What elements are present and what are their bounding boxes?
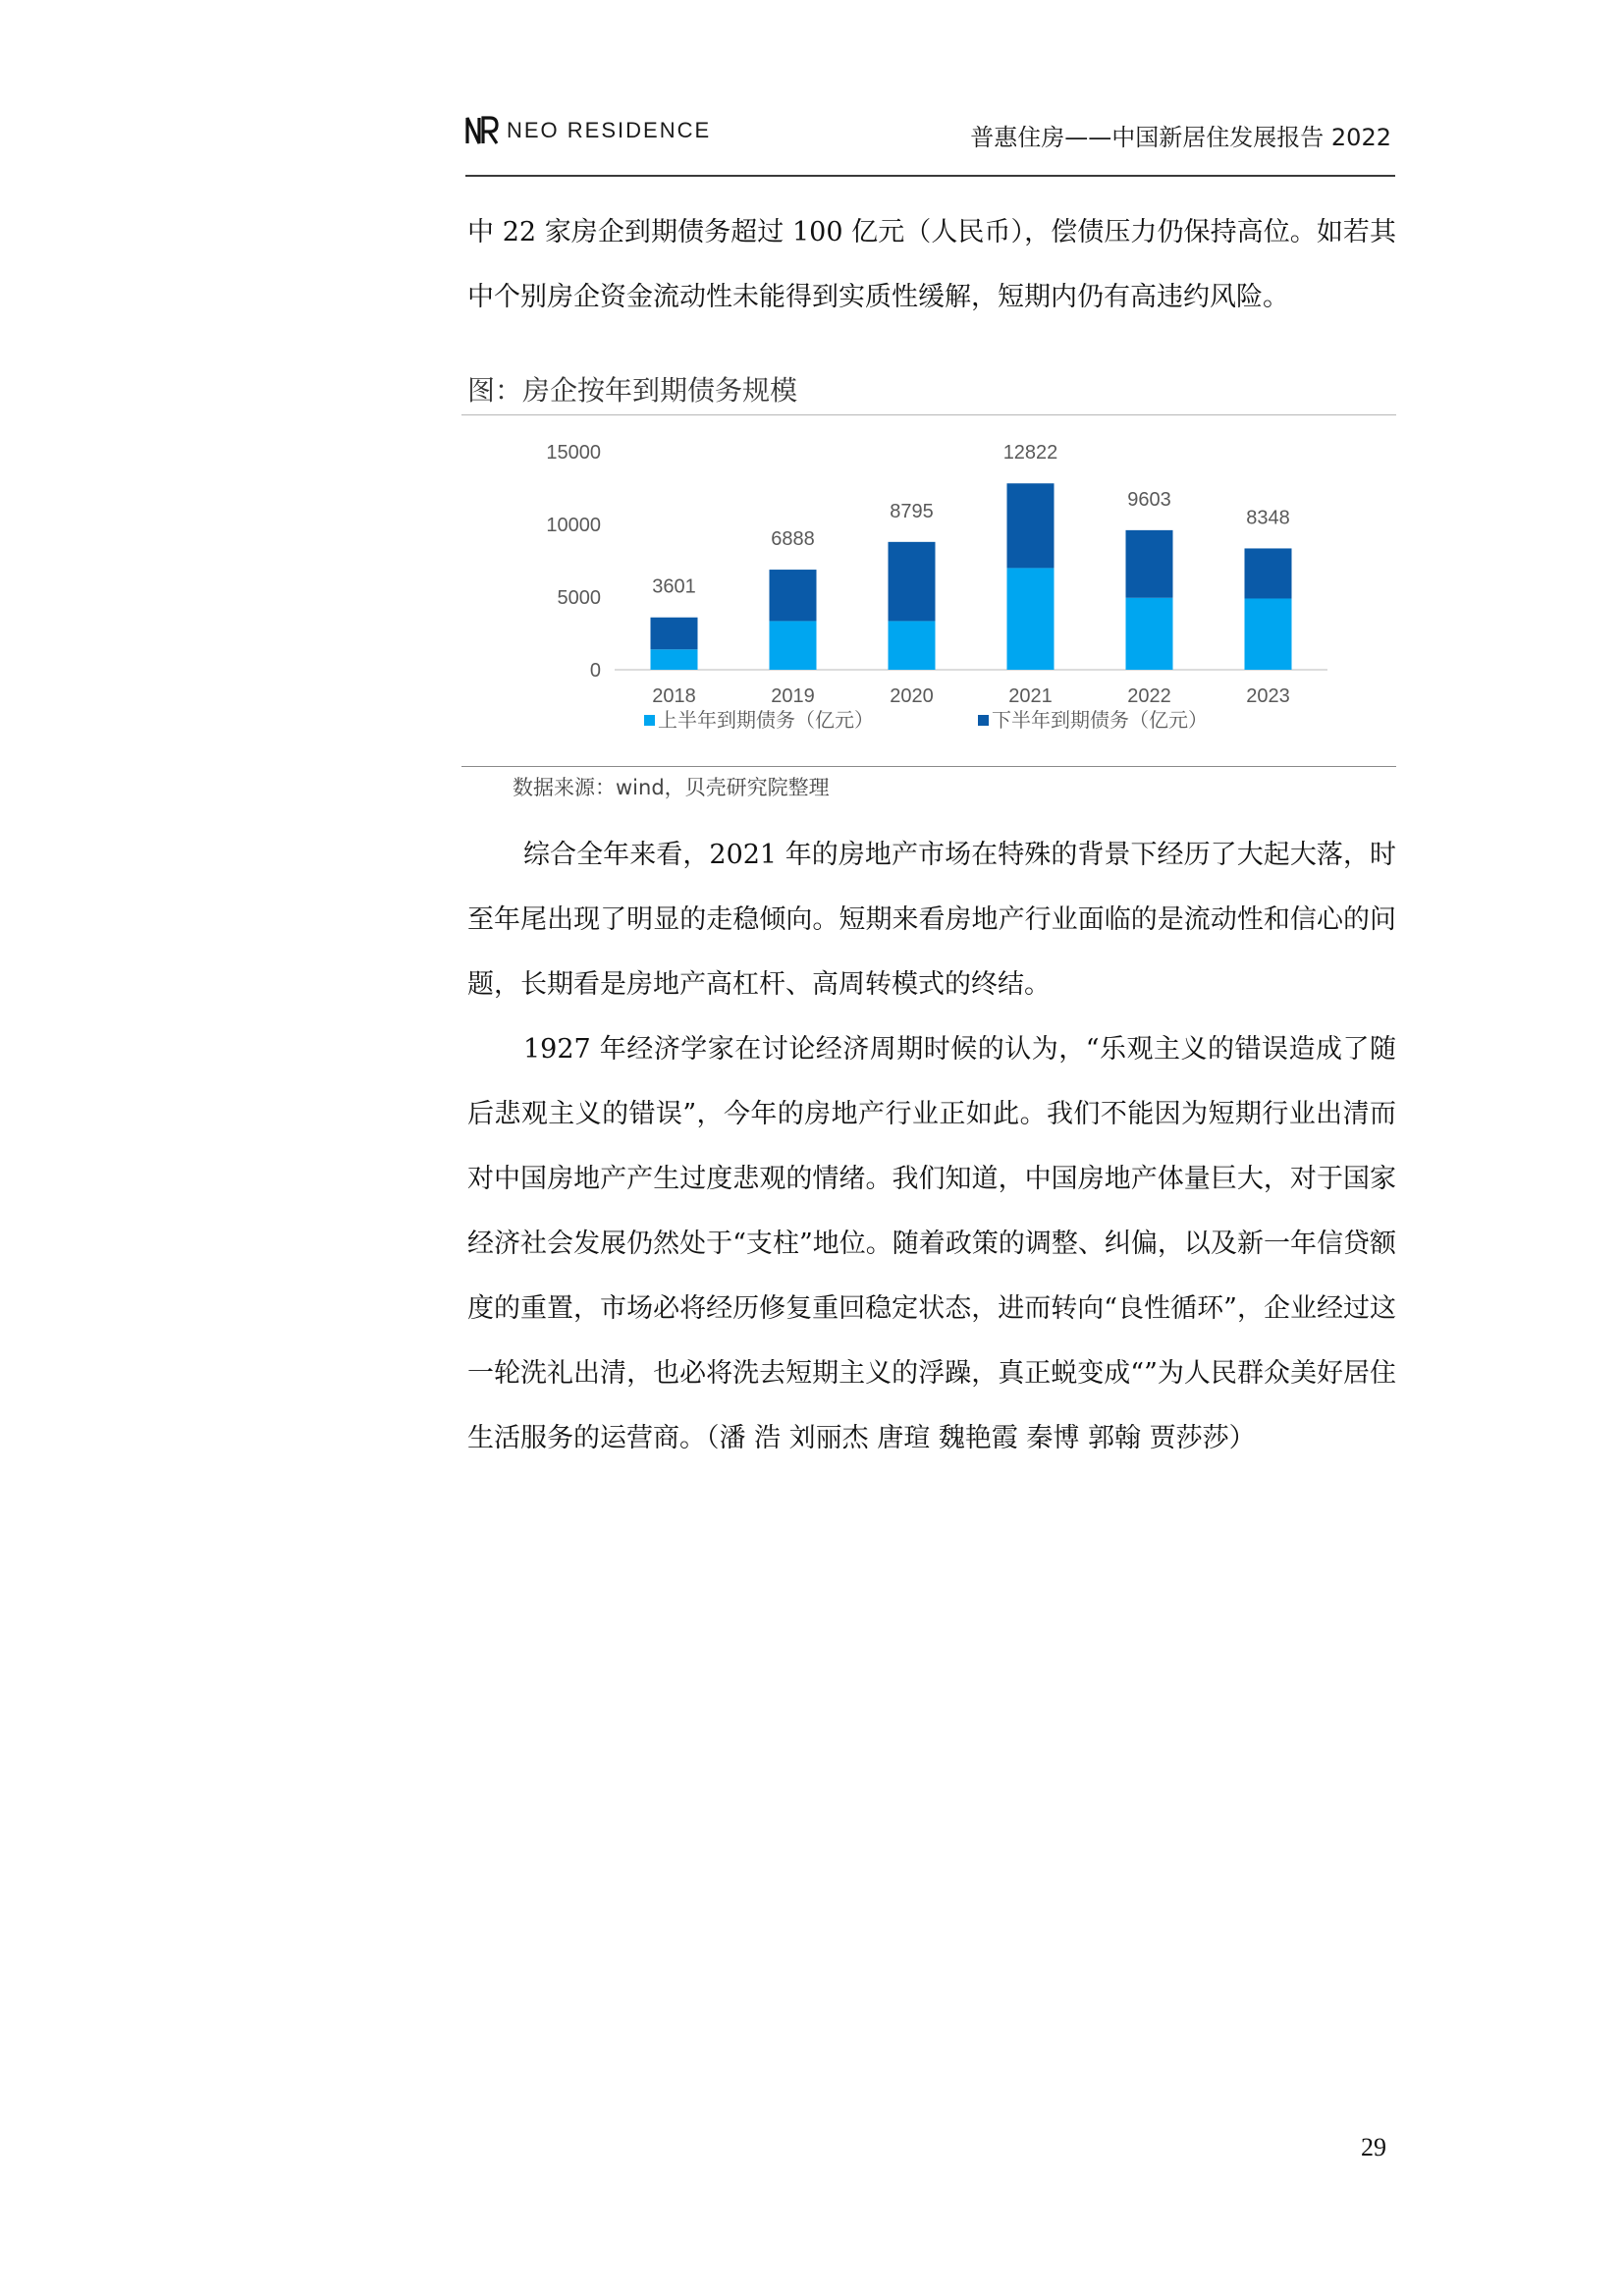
y-tick-label: 0 (589, 660, 601, 682)
y-tick-label: 15000 (546, 442, 601, 464)
body-paragraph-1: 综合全年来看，2021 年的房地产市场在特殊的背景下经历了大起大落，时至年尾出现了明显的走稳倾向。短期来看房地产行业面临的是流动性和信心的问题，长期看是房地产高杠杆、高周转模式的终结。 (467, 840, 1396, 1000)
bar-second-half (651, 618, 698, 650)
total-data-label: 12822 (1002, 442, 1058, 465)
bar-second-half (889, 542, 936, 622)
legend-label-second-half: 下半年到期债务（亿元） (992, 710, 1208, 732)
figure-title: 图：房企按年到期债务规模 (467, 374, 798, 407)
x-tick-label: 2021 (1008, 685, 1053, 707)
legend-label-first-half: 上半年到期债务（亿元） (658, 710, 874, 732)
page-header (465, 110, 1395, 177)
brand-logo (465, 114, 711, 147)
body-paragraph-2: 1927 年经济学家在讨论经济周期时候的认为，“乐观主义的错误造成了随后悲观主义的错误”，今年的房地产行业正如此。我们不能因为短期行业出清而对中国房地产产生过度悲观的情绪。我们知道，中国房地产体量巨大，对于国家经济社会发展仍然处于“支柱”地位。随着政策的调整、纠偏，以及新一年信贷额度的重置，市场必将经历修复重回稳定状态，进而转向“良性循环”，企业经过这一轮洗礼出清，也必将洗去短期主义的浮躁，真正蜕变成“”为人民群众美好居住生活服务的运营商。（潘 浩 刘丽杰 唐瑄 魏艳霞 秦博 郭翰 贾莎莎） (467, 1034, 1396, 1453)
y-tick-label: 10000 (546, 515, 601, 536)
bar-second-half (1007, 483, 1055, 568)
report-title: 普惠住房——中国新居住发展报告 2022 (970, 124, 1391, 151)
figure-source: 数据来源：wind，贝壳研究院整理 (513, 776, 830, 799)
figure-bottom-rule (461, 766, 1396, 767)
intro-paragraph: 中 22 家房企到期债务超过 100 亿元（人民币），偿债压力仍保持高位。如若其中个别房企资金流动性未能得到实质性缓解，短期内仍有高违约风险。 (467, 217, 1396, 312)
total-data-label: 6888 (771, 528, 815, 551)
total-data-label: 8348 (1246, 507, 1290, 529)
x-tick-label: 2022 (1127, 685, 1171, 707)
bar-first-half (1126, 598, 1173, 670)
nr-logo-icon (465, 114, 499, 147)
total-data-label: 8795 (890, 500, 934, 522)
total-data-label: 9603 (1127, 488, 1171, 511)
bar-first-half (770, 621, 817, 670)
bar-second-half (1126, 530, 1173, 598)
legend-swatch-first-half (644, 715, 655, 726)
bar-first-half (1007, 568, 1055, 670)
x-tick-label: 2018 (652, 685, 696, 707)
bar-second-half (1245, 548, 1292, 598)
x-tick-label: 2020 (890, 685, 934, 707)
debt-maturity-chart (461, 415, 1396, 765)
y-tick-label: 5000 (557, 587, 601, 609)
page-number: 29 (1361, 2133, 1386, 2161)
total-data-label: 3601 (652, 575, 696, 598)
x-tick-label: 2019 (771, 685, 815, 707)
logo-text: NEO RESIDENCE (507, 118, 712, 142)
bar-first-half (1245, 598, 1292, 670)
bar-first-half (651, 649, 698, 670)
bar-first-half (889, 621, 936, 670)
x-tick-label: 2023 (1246, 685, 1290, 707)
legend-swatch-second-half (978, 715, 989, 726)
bar-second-half (770, 570, 817, 621)
